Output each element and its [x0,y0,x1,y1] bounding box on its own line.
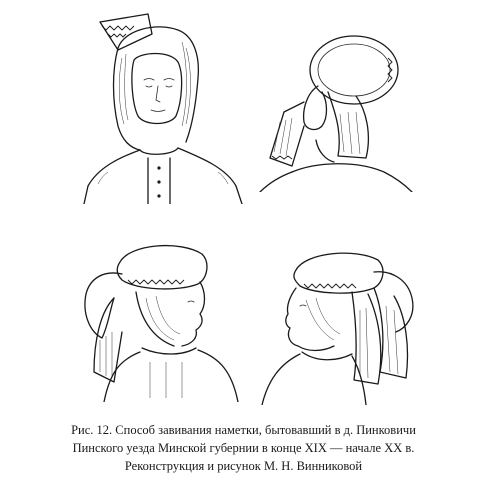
side-view-left-drawing [256,240,426,405]
illustration-front-view [78,8,248,204]
caption-line-2: Пинского уезда Минской губернии в конце XIX — начале XX в. [72,441,415,455]
front-view-drawing [78,8,248,204]
back-view-drawing [256,22,416,192]
illustration-back-view [256,22,416,192]
side-view-right-drawing [70,222,240,402]
illustration-side-view-left [256,240,426,405]
caption-line-3: Реконструкция и рисунок М. Н. Винниковой [124,459,363,473]
figure-caption [0,421,487,475]
caption-line-1: Рис. 12. Способ завивания наметки, бытовавший в д. Пинковичи [71,423,416,437]
illustration-side-view-right [70,222,240,402]
